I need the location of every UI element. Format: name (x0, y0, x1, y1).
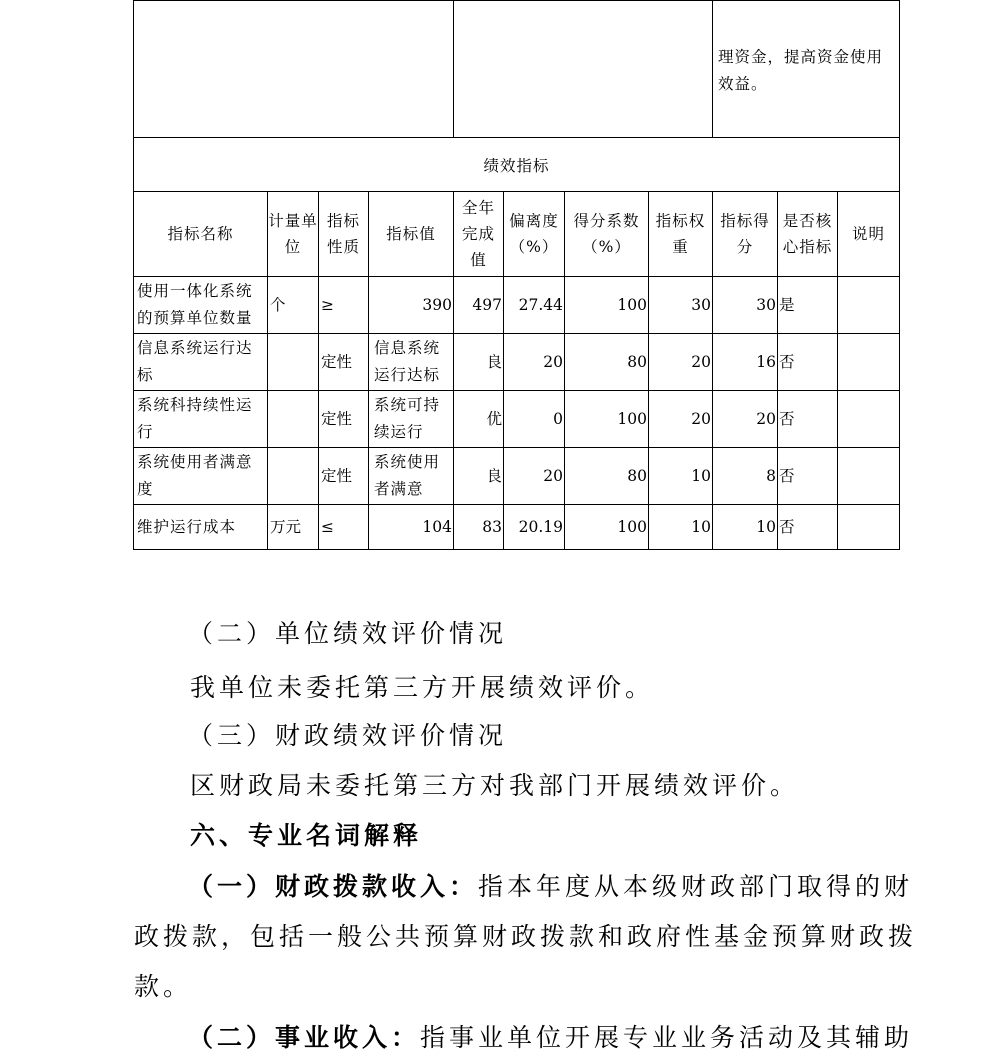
cell-annual: 83 (454, 505, 504, 550)
table-row (134, 448, 900, 505)
cell-annual: 良 (454, 334, 504, 391)
cell-annual: 497 (454, 277, 504, 334)
cell-weight: 10 (649, 505, 713, 550)
cell-unit: 个 (268, 277, 319, 334)
cell-value: 系统可持续运行 (369, 391, 454, 448)
cell-core: 否 (778, 448, 838, 505)
term-1-label: （一）财政拨款收入： (188, 872, 479, 901)
cell-weight: 10 (649, 448, 713, 505)
cell-unit (268, 391, 319, 448)
heading-fin-eval: （三）财政绩效评价情况 (188, 721, 508, 750)
cell-deviation: 20.19 (504, 505, 565, 550)
cell-nature: 定性 (319, 334, 369, 391)
section-title: 绩效指标 (134, 138, 900, 192)
header-coef: 得分系数（%） (565, 192, 649, 277)
cell-unit: 万元 (268, 505, 319, 550)
cell-core: 否 (778, 391, 838, 448)
section-title-row (134, 138, 900, 192)
cell-coef: 100 (565, 505, 649, 550)
cell-name: 维护运行成本 (134, 505, 268, 550)
cell-score: 10 (713, 505, 778, 550)
cell-annual: 良 (454, 448, 504, 505)
table-row (134, 334, 900, 391)
term-1-line-3: 款。 (134, 972, 193, 1001)
cell-deviation: 20 (504, 448, 565, 505)
cell-name: 系统科持续性运行 (134, 391, 268, 448)
header-core: 是否核心指标 (778, 192, 838, 277)
cell-coef: 80 (565, 448, 649, 505)
cell-core: 否 (778, 505, 838, 550)
cell-weight: 20 (649, 334, 713, 391)
cell-nature: ≥ (319, 277, 369, 334)
cell-value: 系统使用者满意 (369, 448, 454, 505)
cell-core: 否 (778, 334, 838, 391)
term-1-line-2: 政拨款，包括一般公共预算财政拨款和政府性基金预算财政拨 (134, 922, 918, 951)
cell-annual: 优 (454, 391, 504, 448)
top-continuation-row (134, 1, 900, 138)
cell-deviation: 20 (504, 334, 565, 391)
table-row (134, 277, 900, 334)
cell-score: 30 (713, 277, 778, 334)
cell-coef: 100 (565, 277, 649, 334)
cell-desc (838, 334, 900, 391)
term-2-line-1 (188, 1018, 1000, 1054)
blank-cell (454, 1, 713, 138)
term-2-label: （二）事业收入： (188, 1023, 421, 1052)
cell-desc (838, 448, 900, 505)
cell-value: 信息系统运行达标 (369, 334, 454, 391)
header-name: 指标名称 (134, 192, 268, 277)
cell-score: 8 (713, 448, 778, 505)
cell-score: 16 (713, 334, 778, 391)
cell-name: 系统使用者满意度 (134, 448, 268, 505)
header-nature: 指标性质 (319, 192, 369, 277)
cell-core: 是 (778, 277, 838, 334)
header-unit: 计量单位 (268, 192, 319, 277)
cell-nature: ≤ (319, 505, 369, 550)
cell-name: 使用一体化系统的预算单位数量 (134, 277, 268, 334)
cell-nature: 定性 (319, 391, 369, 448)
term-1-line-1 (188, 867, 1000, 903)
paragraph-unit-eval: 我单位未委托第三方开展绩效评价。 (190, 673, 655, 702)
cell-coef: 80 (565, 334, 649, 391)
heading-unit-eval: （二）单位绩效评价情况 (188, 619, 508, 648)
table-row (134, 505, 900, 550)
term-2-text: 指事业单位开展专业业务活动及其辅助 (420, 1023, 914, 1052)
header-weight: 指标权重 (649, 192, 713, 277)
table-row (134, 391, 900, 448)
performance-table (133, 0, 900, 550)
cell-weight: 20 (649, 391, 713, 448)
cell-coef: 100 (565, 391, 649, 448)
heading-terms: 六、专业名词解释 (190, 821, 423, 850)
header-desc: 说明 (838, 192, 900, 277)
header-row (134, 192, 900, 277)
header-score: 指标得分 (713, 192, 778, 277)
header-deviation: 偏离度（%） (504, 192, 565, 277)
blank-cell (134, 1, 454, 138)
header-value: 指标值 (369, 192, 454, 277)
cell-unit (268, 334, 319, 391)
cell-desc (838, 391, 900, 448)
cell-value: 104 (369, 505, 454, 550)
cell-value: 390 (369, 277, 454, 334)
cell-deviation: 27.44 (504, 277, 565, 334)
top-note: 理资金，提高资金使用效益。 (718, 48, 884, 93)
header-annual: 全年完成值 (454, 192, 504, 277)
paragraph-fin-eval: 区财政局未委托第三方对我部门开展绩效评价。 (190, 771, 800, 800)
term-1-text: 指本年度从本级财政部门取得的财 (478, 872, 914, 901)
cell-name: 信息系统运行达标 (134, 334, 268, 391)
cell-deviation: 0 (504, 391, 565, 448)
cell-desc (838, 505, 900, 550)
cell-weight: 30 (649, 277, 713, 334)
cell-score: 20 (713, 391, 778, 448)
cell-desc (838, 277, 900, 334)
top-note-cell (713, 1, 900, 138)
cell-unit (268, 448, 319, 505)
cell-nature: 定性 (319, 448, 369, 505)
